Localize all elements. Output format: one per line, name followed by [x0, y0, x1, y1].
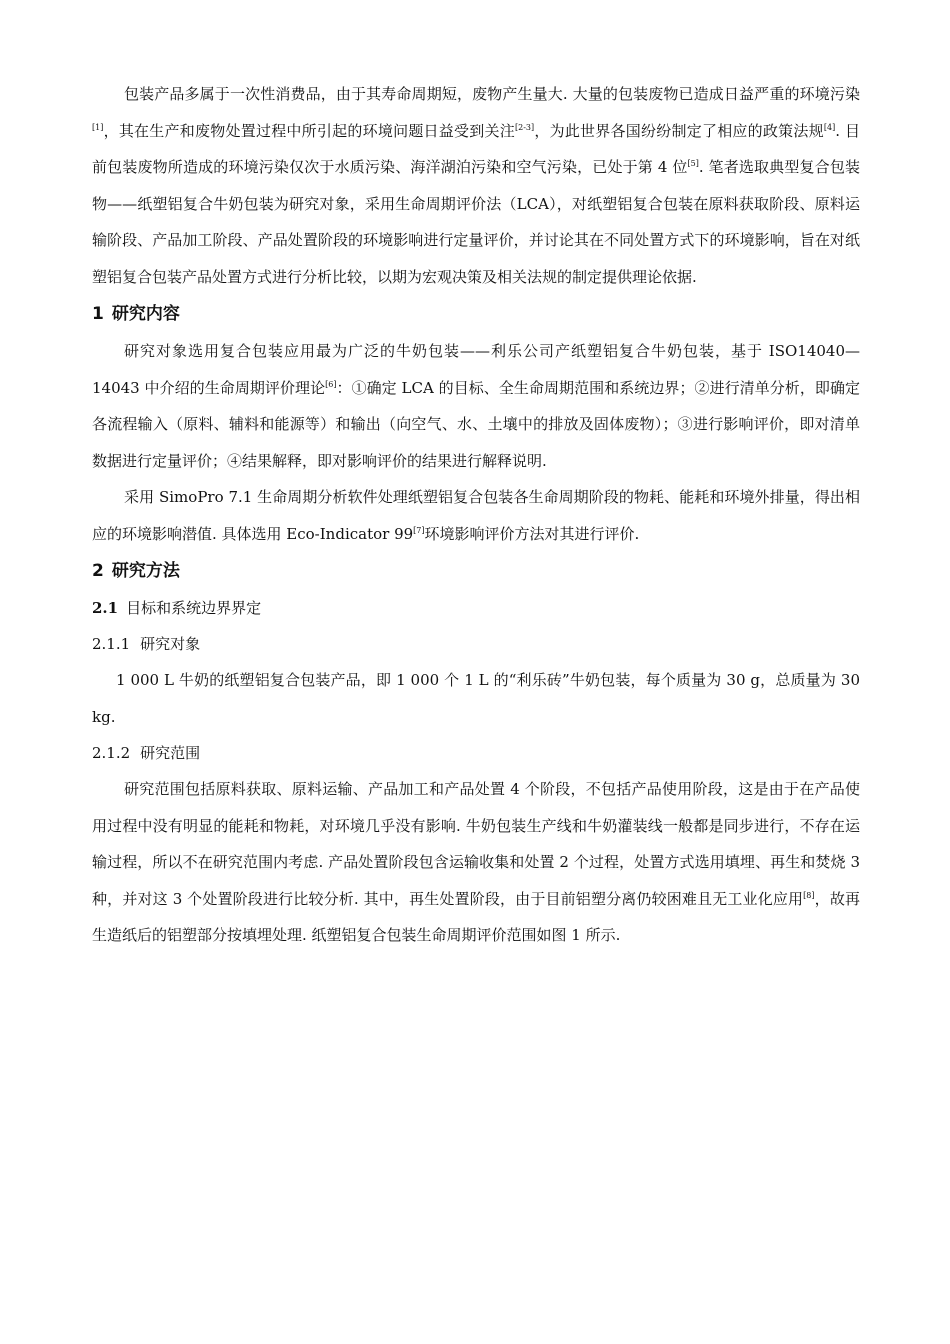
citation-5: [5]	[687, 159, 699, 168]
intro-text-3: ，为此世界各国纷纷制定了相应的政策法规	[534, 121, 824, 140]
intro-text-2: ，其在生产和废物处置过程中所引起的环境问题日益受到关注	[103, 121, 515, 140]
section-1-heading	[92, 295, 860, 333]
citation-1: [1]	[92, 122, 104, 132]
section-1-p2-text-b: 环境影响评价方法对其进行评价.	[424, 524, 640, 543]
section-1-title: 研究内容	[111, 304, 180, 324]
intro-paragraph	[92, 76, 860, 295]
subsection-2-1-1-heading	[92, 626, 860, 662]
subsection-2-1-2-title: 研究范围	[140, 744, 201, 762]
subsection-2-1-1-title: 研究对象	[140, 635, 201, 653]
subsection-2-1-title: 目标和系统边界界定	[126, 599, 262, 617]
section-1-p1-text-b: ：①确定 LCA 的目标、全生命周期范围和系统边界；②进行清单分析，即确定各流程输入（原料、辅料和能源等）和输出（向空气、水、土壤中的排放及固体废物）；③进行影响评价，即对清单数据进行定量评价；④结果解释，即对影响评价的结果进行解释说明.	[92, 378, 860, 470]
section-1-paragraph-1	[92, 333, 860, 479]
subsection-2-1-2-text-b: ，故再生造纸后的铝塑部分按填埋处理. 纸塑铝复合包装生命周期评价范围如图 1 所示.	[92, 889, 860, 944]
citation-6: [6]	[325, 379, 337, 389]
subsection-2-1-2-heading	[92, 735, 860, 771]
citation-8: [8]	[803, 890, 815, 900]
section-2-title: 研究方法	[111, 561, 180, 581]
subsection-2-1-2-paragraph	[92, 771, 860, 954]
section-1-p1-text-a: 研究对象选用复合包装应用最为广泛的牛奶包装——利乐公司产纸塑铝复合牛奶包装，基于 ISO14040—14043 中介绍的生命周期评价理论	[92, 342, 860, 397]
intro-text-4: . 目前包装废物所造成的环境污染仅次于水质污染、海洋湖泊污染和空气污染，已处于第 4 位	[92, 121, 860, 176]
section-1-number: 1	[92, 304, 104, 324]
citation-7: [7]	[413, 525, 425, 535]
section-2-heading	[92, 552, 860, 590]
subsection-2-1-2-number: 2.1.2	[92, 744, 131, 762]
intro-text-1: 包装产品多属于一次性消费品，由于其寿命周期短，废物产生量大. 大量的包装废物已造成日益严重的环境污染	[124, 85, 860, 103]
section-2-number: 2	[92, 561, 104, 581]
section-1-p2-text-a: 采用 SimoPro 7.1 生命周期分析软件处理纸塑铝复合包装各生命周期阶段的物耗、能耗和环境外排量，得出相应的环境影响潜值. 具体选用 Eco-Indicator 99	[92, 488, 860, 543]
subsection-2-1-number: 2.1	[92, 599, 119, 617]
citation-4: [4]	[823, 122, 836, 132]
subsection-2-1-1-number: 2.1.1	[92, 635, 131, 653]
paper-page	[92, 76, 860, 954]
citation-2-3: [2-3]	[514, 122, 535, 132]
subsection-2-1-2-text-a: 研究范围包括原料获取、原料运输、产品加工和产品处置 4 个阶段，不包括产品使用阶段，这是由于在产品使用过程中没有明显的能耗和物耗，对环境几乎没有影响. 牛奶包装生产线和牛奶灌装线一般都是同步进行，不存在运输过程，所以不在研究范围内考虑. 产品处置阶段包含运输收集和处置 2 个过程，处置方式选用填埋、再生和焚烧 3 种，并对这 3 个处置阶段进行比较分析. 其中，再生处置阶段，由于目前铝塑分离仍较困难且无工业化应用	[92, 780, 860, 908]
subsection-2-1-1-paragraph: 1 000 L 牛奶的纸塑铝复合包装产品，即 1 000 个 1 L 的“利乐砖”牛奶包装，每个质量为 30 g，总质量为 30 kg.	[92, 671, 860, 726]
subsection-2-1-heading	[92, 590, 860, 626]
section-1-paragraph-2	[92, 479, 860, 552]
intro-text-5: . 笔者选取典型复合包装物——纸塑铝复合牛奶包装为研究对象，采用生命周期评价法（LCA），对纸塑铝复合包装在原料获取阶段、原料运输阶段、产品加工阶段、产品处置阶段的环境影响进行定量评价，并讨论其在不同处置方式下的环境影响，旨在对纸塑铝复合包装产品处置方式进行分析比较，以期为宏观决策及相关法规的制定提供理论依据.	[92, 158, 860, 286]
